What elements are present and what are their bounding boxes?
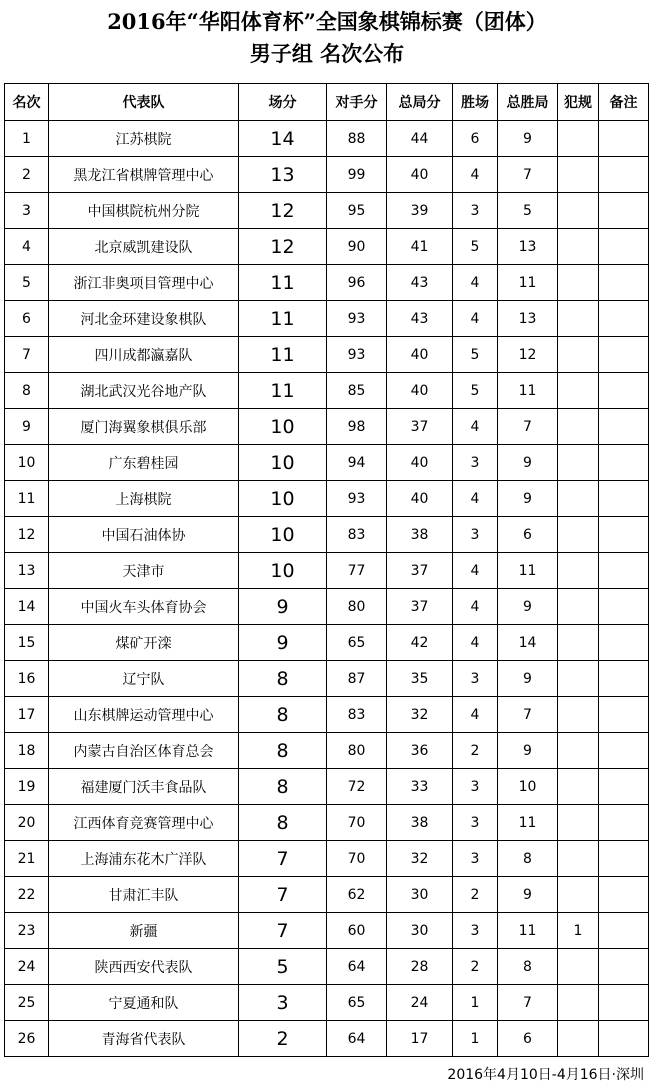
footer-date-location: 2016年4月10日-4月16日·深圳 <box>447 1067 644 1083</box>
team-cell: 上海棋院 <box>49 481 239 517</box>
points-cell: 3 <box>239 985 327 1021</box>
note-cell <box>599 373 649 409</box>
team-cell: 四川成都瀛嘉队 <box>49 337 239 373</box>
team-cell: 河北金环建设象棋队 <box>49 301 239 337</box>
opponent-points-cell: 60 <box>327 913 387 949</box>
table-row <box>5 301 649 337</box>
foul-cell <box>558 733 599 769</box>
total-games-cell: 40 <box>387 373 453 409</box>
table-row <box>5 157 649 193</box>
points-cell: 10 <box>239 409 327 445</box>
total-games-cell: 37 <box>387 589 453 625</box>
foul-cell <box>558 481 599 517</box>
wins-cell: 4 <box>453 301 498 337</box>
opponent-points-cell: 98 <box>327 409 387 445</box>
game-wins-cell: 6 <box>498 517 558 553</box>
game-wins-cell: 6 <box>498 1021 558 1057</box>
game-wins-cell: 9 <box>498 877 558 913</box>
foul-cell <box>558 265 599 301</box>
game-wins-cell: 9 <box>498 121 558 157</box>
points-cell: 11 <box>239 337 327 373</box>
foul-cell <box>558 769 599 805</box>
points-cell: 11 <box>239 265 327 301</box>
foul-cell <box>558 985 599 1021</box>
total-games-cell: 17 <box>387 1021 453 1057</box>
col-header-note: 备注 <box>599 84 649 121</box>
note-cell <box>599 1021 649 1057</box>
team-cell: 宁夏通和队 <box>49 985 239 1021</box>
game-wins-cell: 8 <box>498 949 558 985</box>
results-table <box>4 83 649 1057</box>
rank-cell: 19 <box>5 769 49 805</box>
game-wins-cell: 9 <box>498 445 558 481</box>
rank-cell: 4 <box>5 229 49 265</box>
points-cell: 8 <box>239 661 327 697</box>
total-games-cell: 32 <box>387 841 453 877</box>
total-games-cell: 28 <box>387 949 453 985</box>
points-cell: 11 <box>239 301 327 337</box>
team-cell: 辽宁队 <box>49 661 239 697</box>
total-games-cell: 44 <box>387 121 453 157</box>
wins-cell: 3 <box>453 805 498 841</box>
game-wins-cell: 13 <box>498 229 558 265</box>
note-cell <box>599 769 649 805</box>
game-wins-cell: 11 <box>498 265 558 301</box>
total-games-cell: 40 <box>387 481 453 517</box>
title-main: 2016年“华阳体育杯”全国象棋锦标赛（团体） <box>107 9 547 34</box>
table-row <box>5 193 649 229</box>
wins-cell: 3 <box>453 841 498 877</box>
points-cell: 10 <box>239 517 327 553</box>
rank-cell: 3 <box>5 193 49 229</box>
note-cell <box>599 553 649 589</box>
total-games-cell: 32 <box>387 697 453 733</box>
foul-cell <box>558 193 599 229</box>
opponent-points-cell: 64 <box>327 949 387 985</box>
foul-cell <box>558 805 599 841</box>
rank-cell: 20 <box>5 805 49 841</box>
rank-cell: 21 <box>5 841 49 877</box>
rank-cell: 11 <box>5 481 49 517</box>
opponent-points-cell: 94 <box>327 445 387 481</box>
rank-cell: 6 <box>5 301 49 337</box>
game-wins-cell: 11 <box>498 553 558 589</box>
foul-cell <box>558 121 599 157</box>
note-cell <box>599 733 649 769</box>
rank-cell: 22 <box>5 877 49 913</box>
game-wins-cell: 7 <box>498 409 558 445</box>
points-cell: 10 <box>239 445 327 481</box>
opponent-points-cell: 87 <box>327 661 387 697</box>
opponent-points-cell: 70 <box>327 805 387 841</box>
wins-cell: 4 <box>453 157 498 193</box>
note-cell <box>599 877 649 913</box>
table-row <box>5 229 649 265</box>
opponent-points-cell: 65 <box>327 625 387 661</box>
team-cell: 煤矿开滦 <box>49 625 239 661</box>
note-cell <box>599 265 649 301</box>
total-games-cell: 38 <box>387 805 453 841</box>
opponent-points-cell: 80 <box>327 589 387 625</box>
team-cell: 厦门海翼象棋俱乐部 <box>49 409 239 445</box>
total-games-cell: 42 <box>387 625 453 661</box>
game-wins-cell: 8 <box>498 841 558 877</box>
game-wins-cell: 9 <box>498 589 558 625</box>
team-cell: 福建厦门沃丰食品队 <box>49 769 239 805</box>
points-cell: 10 <box>239 553 327 589</box>
wins-cell: 2 <box>453 949 498 985</box>
rank-cell: 26 <box>5 1021 49 1057</box>
team-cell: 山东棋牌运动管理中心 <box>49 697 239 733</box>
foul-cell <box>558 517 599 553</box>
table-row <box>5 265 649 301</box>
foul-cell <box>558 229 599 265</box>
total-games-cell: 41 <box>387 229 453 265</box>
note-cell <box>599 445 649 481</box>
total-games-cell: 33 <box>387 769 453 805</box>
rank-cell: 12 <box>5 517 49 553</box>
game-wins-cell: 11 <box>498 373 558 409</box>
points-cell: 8 <box>239 769 327 805</box>
rank-cell: 1 <box>5 121 49 157</box>
col-header-opponent-points: 对手分 <box>327 84 387 121</box>
rank-cell: 15 <box>5 625 49 661</box>
game-wins-cell: 7 <box>498 157 558 193</box>
col-header-team: 代表队 <box>49 84 239 121</box>
note-cell <box>599 805 649 841</box>
opponent-points-cell: 64 <box>327 1021 387 1057</box>
total-games-cell: 30 <box>387 877 453 913</box>
wins-cell: 4 <box>453 265 498 301</box>
note-cell <box>599 517 649 553</box>
wins-cell: 6 <box>453 121 498 157</box>
table-row <box>5 589 649 625</box>
col-header-rank: 名次 <box>5 84 49 121</box>
table-row <box>5 805 649 841</box>
rank-cell: 9 <box>5 409 49 445</box>
points-cell: 7 <box>239 841 327 877</box>
note-cell <box>599 481 649 517</box>
rank-cell: 2 <box>5 157 49 193</box>
opponent-points-cell: 85 <box>327 373 387 409</box>
wins-cell: 5 <box>453 229 498 265</box>
opponent-points-cell: 93 <box>327 301 387 337</box>
foul-cell <box>558 1021 599 1057</box>
points-cell: 8 <box>239 697 327 733</box>
team-cell: 中国火车头体育协会 <box>49 589 239 625</box>
foul-cell <box>558 589 599 625</box>
total-games-cell: 40 <box>387 445 453 481</box>
foul-cell <box>558 445 599 481</box>
table-row <box>5 1021 649 1057</box>
opponent-points-cell: 65 <box>327 985 387 1021</box>
rank-cell: 25 <box>5 985 49 1021</box>
wins-cell: 1 <box>453 1021 498 1057</box>
wins-cell: 5 <box>453 337 498 373</box>
foul-cell <box>558 409 599 445</box>
game-wins-cell: 5 <box>498 193 558 229</box>
note-cell <box>599 841 649 877</box>
rank-cell: 14 <box>5 589 49 625</box>
note-cell <box>599 625 649 661</box>
game-wins-cell: 11 <box>498 913 558 949</box>
header-row <box>5 84 649 121</box>
opponent-points-cell: 88 <box>327 121 387 157</box>
total-games-cell: 40 <box>387 337 453 373</box>
opponent-points-cell: 93 <box>327 337 387 373</box>
table-row <box>5 517 649 553</box>
points-cell: 7 <box>239 913 327 949</box>
wins-cell: 3 <box>453 445 498 481</box>
foul-cell: 1 <box>558 913 599 949</box>
game-wins-cell: 10 <box>498 769 558 805</box>
opponent-points-cell: 70 <box>327 841 387 877</box>
note-cell <box>599 949 649 985</box>
table-row <box>5 661 649 697</box>
opponent-points-cell: 83 <box>327 517 387 553</box>
opponent-points-cell: 93 <box>327 481 387 517</box>
table-row <box>5 841 649 877</box>
foul-cell <box>558 877 599 913</box>
wins-cell: 4 <box>453 589 498 625</box>
points-cell: 12 <box>239 229 327 265</box>
total-games-cell: 39 <box>387 193 453 229</box>
team-cell: 湖北武汉光谷地产队 <box>49 373 239 409</box>
points-cell: 7 <box>239 877 327 913</box>
note-cell <box>599 409 649 445</box>
team-cell: 黑龙江省棋牌管理中心 <box>49 157 239 193</box>
points-cell: 12 <box>239 193 327 229</box>
game-wins-cell: 12 <box>498 337 558 373</box>
team-cell: 陕西西安代表队 <box>49 949 239 985</box>
game-wins-cell: 11 <box>498 805 558 841</box>
team-cell: 青海省代表队 <box>49 1021 239 1057</box>
col-header-points: 场分 <box>239 84 327 121</box>
wins-cell: 5 <box>453 373 498 409</box>
rank-cell: 8 <box>5 373 49 409</box>
note-cell <box>599 157 649 193</box>
table-row <box>5 373 649 409</box>
rank-cell: 13 <box>5 553 49 589</box>
team-cell: 甘肃汇丰队 <box>49 877 239 913</box>
total-games-cell: 37 <box>387 409 453 445</box>
team-cell: 浙江非奥项目管理中心 <box>49 265 239 301</box>
wins-cell: 3 <box>453 769 498 805</box>
note-cell <box>599 337 649 373</box>
note-cell <box>599 229 649 265</box>
total-games-cell: 35 <box>387 661 453 697</box>
col-header-wins: 胜场 <box>453 84 498 121</box>
table-row <box>5 553 649 589</box>
note-cell <box>599 661 649 697</box>
opponent-points-cell: 77 <box>327 553 387 589</box>
rank-cell: 10 <box>5 445 49 481</box>
table-row <box>5 481 649 517</box>
table-row <box>5 985 649 1021</box>
opponent-points-cell: 62 <box>327 877 387 913</box>
table-row <box>5 625 649 661</box>
foul-cell <box>558 841 599 877</box>
foul-cell <box>558 553 599 589</box>
wins-cell: 1 <box>453 985 498 1021</box>
foul-cell <box>558 157 599 193</box>
points-cell: 14 <box>239 121 327 157</box>
wins-cell: 4 <box>453 697 498 733</box>
points-cell: 8 <box>239 733 327 769</box>
table-row <box>5 733 649 769</box>
total-games-cell: 36 <box>387 733 453 769</box>
game-wins-cell: 14 <box>498 625 558 661</box>
wins-cell: 2 <box>453 733 498 769</box>
note-cell <box>599 193 649 229</box>
table-row <box>5 121 649 157</box>
table-row <box>5 697 649 733</box>
col-header-foul: 犯规 <box>558 84 599 121</box>
wins-cell: 4 <box>453 481 498 517</box>
points-cell: 2 <box>239 1021 327 1057</box>
table-row <box>5 769 649 805</box>
points-cell: 9 <box>239 589 327 625</box>
game-wins-cell: 9 <box>498 733 558 769</box>
rank-cell: 5 <box>5 265 49 301</box>
foul-cell <box>558 625 599 661</box>
total-games-cell: 38 <box>387 517 453 553</box>
team-cell: 江苏棋院 <box>49 121 239 157</box>
opponent-points-cell: 95 <box>327 193 387 229</box>
opponent-points-cell: 96 <box>327 265 387 301</box>
rank-cell: 24 <box>5 949 49 985</box>
game-wins-cell: 7 <box>498 985 558 1021</box>
wins-cell: 3 <box>453 193 498 229</box>
table-row <box>5 445 649 481</box>
note-cell <box>599 121 649 157</box>
points-cell: 9 <box>239 625 327 661</box>
opponent-points-cell: 83 <box>327 697 387 733</box>
team-cell: 新疆 <box>49 913 239 949</box>
total-games-cell: 43 <box>387 301 453 337</box>
team-cell: 中国石油体协 <box>49 517 239 553</box>
wins-cell: 3 <box>453 661 498 697</box>
opponent-points-cell: 90 <box>327 229 387 265</box>
team-cell: 广东碧桂园 <box>49 445 239 481</box>
game-wins-cell: 9 <box>498 661 558 697</box>
table-row <box>5 949 649 985</box>
foul-cell <box>558 373 599 409</box>
note-cell <box>599 301 649 337</box>
foul-cell <box>558 661 599 697</box>
foul-cell <box>558 301 599 337</box>
foul-cell <box>558 697 599 733</box>
wins-cell: 3 <box>453 517 498 553</box>
team-cell: 内蒙古自治区体育总会 <box>49 733 239 769</box>
team-cell: 中国棋院杭州分院 <box>49 193 239 229</box>
wins-cell: 4 <box>453 409 498 445</box>
total-games-cell: 40 <box>387 157 453 193</box>
note-cell <box>599 985 649 1021</box>
rank-cell: 18 <box>5 733 49 769</box>
wins-cell: 4 <box>453 625 498 661</box>
total-games-cell: 24 <box>387 985 453 1021</box>
total-games-cell: 30 <box>387 913 453 949</box>
total-games-cell: 37 <box>387 553 453 589</box>
table-row <box>5 913 649 949</box>
team-cell: 天津市 <box>49 553 239 589</box>
points-cell: 5 <box>239 949 327 985</box>
col-header-game-wins: 总胜局 <box>498 84 558 121</box>
team-cell: 上海浦东花木广洋队 <box>49 841 239 877</box>
note-cell <box>599 913 649 949</box>
team-cell: 北京威凯建设队 <box>49 229 239 265</box>
game-wins-cell: 13 <box>498 301 558 337</box>
team-cell: 江西体育竞赛管理中心 <box>49 805 239 841</box>
total-games-cell: 43 <box>387 265 453 301</box>
wins-cell: 2 <box>453 877 498 913</box>
wins-cell: 4 <box>453 553 498 589</box>
rank-cell: 17 <box>5 697 49 733</box>
table-body <box>5 121 649 1057</box>
points-cell: 8 <box>239 805 327 841</box>
opponent-points-cell: 80 <box>327 733 387 769</box>
foul-cell <box>558 949 599 985</box>
wins-cell: 3 <box>453 913 498 949</box>
points-cell: 13 <box>239 157 327 193</box>
col-header-total-games: 总局分 <box>387 84 453 121</box>
rank-cell: 7 <box>5 337 49 373</box>
opponent-points-cell: 72 <box>327 769 387 805</box>
points-cell: 10 <box>239 481 327 517</box>
table-row <box>5 877 649 913</box>
note-cell <box>599 697 649 733</box>
title-sub: 男子组 名次公布 <box>249 41 405 66</box>
points-cell: 11 <box>239 373 327 409</box>
game-wins-cell: 7 <box>498 697 558 733</box>
note-cell <box>599 589 649 625</box>
table-row <box>5 409 649 445</box>
table-row <box>5 337 649 373</box>
opponent-points-cell: 99 <box>327 157 387 193</box>
rank-cell: 23 <box>5 913 49 949</box>
foul-cell <box>558 337 599 373</box>
game-wins-cell: 9 <box>498 481 558 517</box>
rank-cell: 16 <box>5 661 49 697</box>
